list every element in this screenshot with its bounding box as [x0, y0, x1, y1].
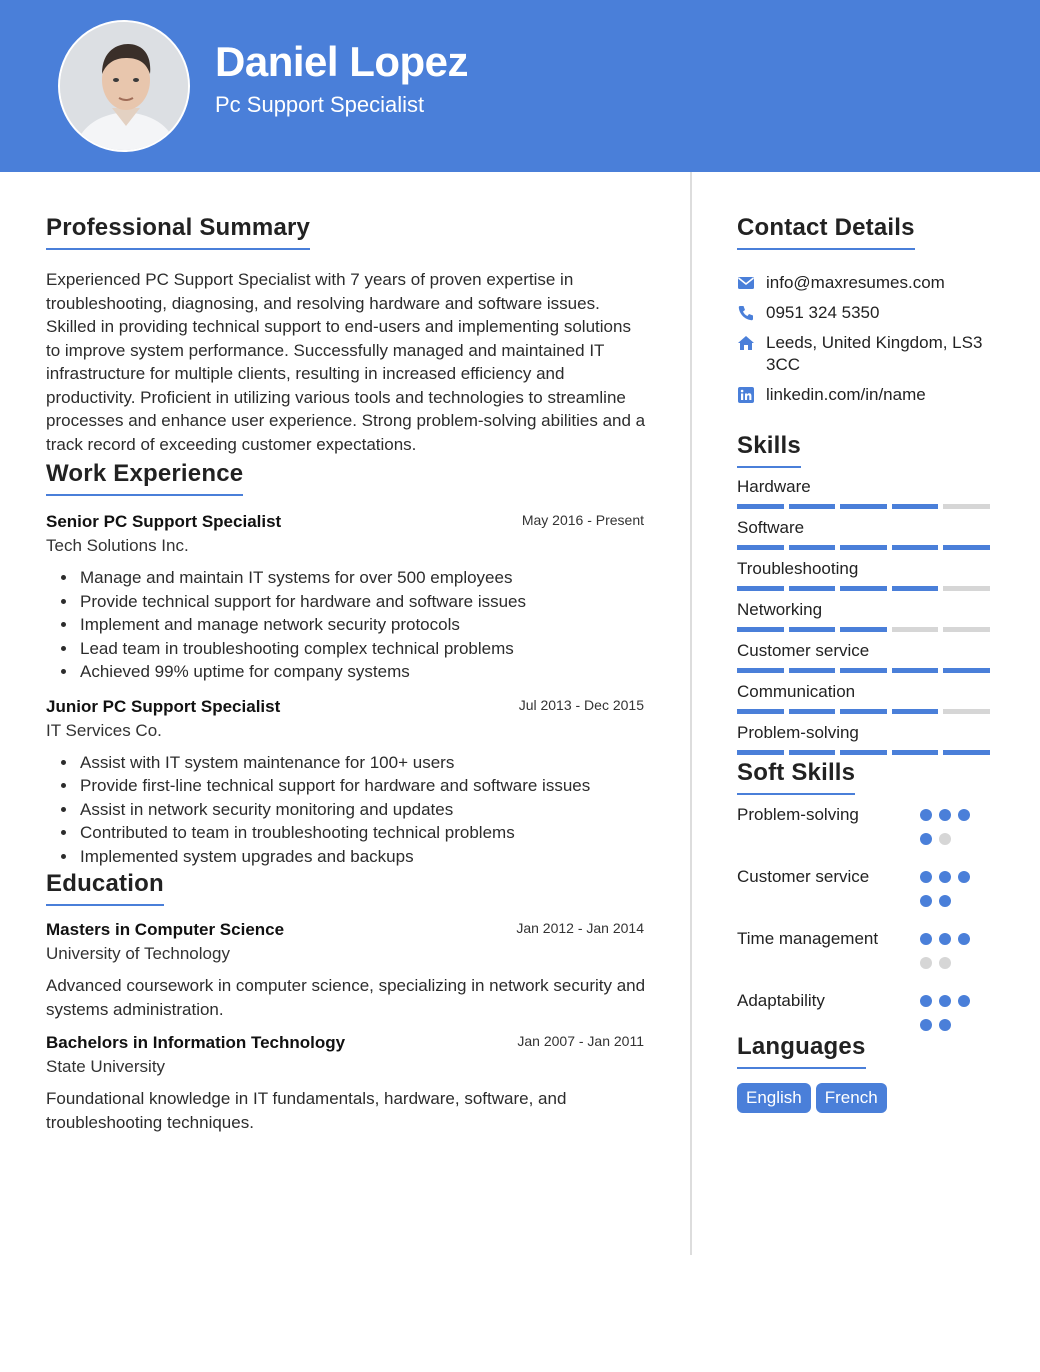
skill-level-segment	[943, 586, 990, 591]
contact-email[interactable]	[737, 272, 995, 294]
contact-phone[interactable]	[737, 302, 995, 324]
skill-level-bar	[737, 586, 995, 591]
skill-name: Customer service	[737, 641, 870, 660]
rating-dot	[920, 809, 932, 821]
job-title: Senior PC Support Specialist	[46, 512, 282, 531]
skill-level-bar	[737, 504, 995, 509]
education-entry	[46, 920, 646, 1021]
skill-level-segment	[892, 504, 939, 509]
soft-skill-rating	[920, 927, 995, 981]
soft-skill-item	[737, 927, 995, 981]
rating-dot	[920, 895, 932, 907]
job-bullet: • Lead team in troubleshooting complex technical problems	[78, 637, 646, 661]
skill-name: Software	[737, 518, 805, 537]
job-bullet: • Manage and maintain IT systems for over 500 employees	[78, 566, 646, 590]
job-bullet: • Implemented system upgrades and backups	[78, 845, 646, 869]
rating-dot	[920, 933, 932, 945]
rating-dot	[939, 995, 951, 1007]
skill-item	[737, 681, 995, 714]
rating-dot	[939, 809, 951, 821]
rating-dot	[920, 871, 932, 883]
skill-level-segment	[737, 504, 784, 509]
job-bullet: • Assist with IT system maintenance for 100+ users	[78, 751, 646, 775]
skill-name: Troubleshooting	[737, 559, 859, 578]
rating-dot	[939, 933, 951, 945]
skills-list	[737, 476, 995, 755]
skill-level-segment	[943, 627, 990, 632]
skills-section	[737, 432, 995, 755]
skill-level-segment	[789, 709, 836, 714]
phone-icon	[737, 304, 755, 322]
soft-skill-rating	[920, 803, 995, 857]
linkedin-icon	[737, 386, 755, 404]
rating-dot	[939, 833, 951, 845]
skill-level-segment	[840, 627, 887, 632]
skill-level-segment	[943, 504, 990, 509]
soft-skill-rating	[920, 865, 995, 919]
skill-name: Networking	[737, 600, 823, 619]
skill-item	[737, 517, 995, 550]
skill-level-segment	[840, 545, 887, 550]
rating-dot	[958, 933, 970, 945]
skill-item	[737, 476, 995, 509]
skill-level-segment	[943, 709, 990, 714]
language-tags	[737, 1083, 995, 1113]
soft-skill-name: Time management	[737, 929, 879, 948]
education-section	[46, 870, 646, 1134]
phone-text: 0951 324 5350	[766, 303, 880, 322]
contact-list	[737, 272, 995, 406]
skill-level-bar	[737, 750, 995, 755]
education-date: Jan 2012 - Jan 2014	[516, 920, 644, 936]
skill-item	[737, 722, 995, 755]
soft-skills-section	[737, 759, 995, 1043]
sidebar-column	[737, 214, 995, 1113]
skill-level-bar	[737, 545, 995, 550]
rating-dot	[939, 895, 951, 907]
soft-skills-list	[737, 803, 995, 1043]
skill-item	[737, 599, 995, 632]
skill-level-segment	[892, 545, 939, 550]
skill-level-segment	[737, 586, 784, 591]
skill-level-segment	[943, 668, 990, 673]
degree-title: Masters in Computer Science	[46, 920, 285, 939]
job-bullet: • Assist in network security monitoring and updates	[78, 798, 646, 822]
skill-level-segment	[892, 709, 939, 714]
contact-address	[737, 332, 995, 376]
contact-heading: Contact Details	[737, 214, 915, 250]
rating-dot	[920, 833, 932, 845]
skill-level-segment	[789, 586, 836, 591]
job-date: Jul 2013 - Dec 2015	[518, 696, 644, 713]
soft-skill-name: Customer service	[737, 867, 870, 886]
skill-level-segment	[840, 586, 887, 591]
skill-level-segment	[789, 545, 836, 550]
experience-heading: Work Experience	[46, 460, 243, 496]
avatar-photo	[60, 22, 190, 152]
languages-heading: Languages	[737, 1033, 866, 1069]
skill-level-segment	[737, 627, 784, 632]
skill-item	[737, 640, 995, 673]
rating-dot	[939, 1019, 951, 1031]
education-entry	[46, 1033, 646, 1134]
linkedin-text: linkedin.com/in/name	[766, 385, 926, 404]
skill-level-segment	[943, 750, 990, 755]
job-bullet: • Provide technical support for hardware and software issues	[78, 590, 646, 614]
skill-level-bar	[737, 709, 995, 714]
skill-level-segment	[840, 504, 887, 509]
candidate-role: Pc Support Specialist	[215, 92, 425, 117]
rating-dot	[958, 809, 970, 821]
envelope-icon	[737, 274, 755, 292]
skill-level-segment	[943, 545, 990, 550]
skill-level-segment	[789, 668, 836, 673]
experience-section	[46, 460, 646, 868]
education-heading: Education	[46, 870, 164, 906]
job-company: Tech Solutions Inc.	[46, 536, 189, 555]
summary-text: Experienced PC Support Specialist with 7 years of proven expertise in troubleshooting, diagnosing, and resolving hardware and software issues. Skilled in providing technical support to end-users and implementing solutions to improve system performance. Successfully managed and maintained IT infrastructure for multiple clients, resulting in increased efficiency and productivity. Proficient in utilizing various tools and technologies to streamline processes and enhance user experience. Strong problem-solving abilities and a track record of exceeding customer expectations.	[46, 270, 646, 454]
skill-name: Problem-solving	[737, 723, 859, 742]
job-company: IT Services Co.	[46, 720, 162, 740]
skill-level-segment	[737, 750, 784, 755]
soft-skill-item	[737, 865, 995, 919]
job-bullet: • Contributed to team in troubleshooting technical problems	[78, 821, 646, 845]
skill-level-segment	[892, 586, 939, 591]
education-description: Foundational knowledge in IT fundamentals, hardware, software, and troubleshooting techniques.	[46, 1089, 567, 1132]
skill-level-segment	[840, 709, 887, 714]
skill-level-segment	[737, 668, 784, 673]
job-date: May 2016 - Present	[521, 512, 644, 528]
contact-section	[737, 214, 995, 406]
soft-skill-rating	[920, 989, 995, 1043]
address-text: Leeds, United Kingdom, LS3 3CC	[766, 333, 983, 374]
skill-level-segment	[892, 750, 939, 755]
candidate-name: Daniel Lopez	[215, 38, 469, 85]
soft-skill-item	[737, 803, 995, 857]
summary-section	[46, 214, 646, 456]
rating-dot	[920, 1019, 932, 1031]
summary-heading: Professional Summary	[46, 214, 310, 250]
language-tag: English	[737, 1083, 811, 1113]
skill-level-segment	[892, 668, 939, 673]
skill-level-segment	[840, 668, 887, 673]
avatar	[58, 20, 190, 152]
skill-level-segment	[789, 504, 836, 509]
skill-level-bar	[737, 627, 995, 632]
job-entry	[46, 697, 646, 869]
rating-dot	[939, 957, 951, 969]
skill-level-bar	[737, 668, 995, 673]
skill-item	[737, 558, 995, 591]
language-tag: French	[816, 1083, 887, 1113]
job-bullet: • Provide first-line technical support for hardware and software issues	[78, 774, 646, 798]
soft-skill-name: Problem-solving	[737, 805, 859, 824]
skill-name: Hardware	[737, 477, 811, 496]
skills-heading: Skills	[737, 432, 801, 468]
rating-dot	[920, 957, 932, 969]
education-description: Advanced coursework in computer science, specializing in network security and systems administration.	[46, 976, 646, 1019]
email-text: info@maxresumes.com	[766, 273, 945, 292]
skill-level-segment	[737, 709, 784, 714]
skill-level-segment	[892, 627, 939, 632]
school-name: University of Technology	[46, 944, 230, 963]
rating-dot	[939, 871, 951, 883]
soft-skills-heading: Soft Skills	[737, 759, 855, 795]
home-icon	[737, 334, 755, 352]
skill-name: Communication	[737, 682, 856, 701]
rating-dot	[958, 995, 970, 1007]
header-banner	[0, 0, 1040, 172]
degree-title: Bachelors in Information Technology	[46, 1033, 346, 1052]
rating-dot	[920, 995, 932, 1007]
contact-linkedin[interactable]	[737, 384, 995, 406]
skill-level-segment	[789, 750, 836, 755]
skill-level-segment	[737, 545, 784, 550]
education-date: Jan 2007 - Jan 2011	[517, 1033, 644, 1049]
job-bullet: • Achieved 99% uptime for company systems	[78, 660, 646, 684]
job-title: Junior PC Support Specialist	[46, 696, 281, 716]
soft-skill-name: Adaptability	[737, 991, 825, 1010]
job-bullets	[46, 751, 646, 869]
main-column	[46, 214, 646, 1134]
job-bullets	[46, 566, 646, 684]
job-bullet: • Implement and manage network security protocols	[78, 613, 646, 637]
skill-level-segment	[840, 750, 887, 755]
job-entry	[46, 512, 646, 684]
skill-level-segment	[789, 627, 836, 632]
rating-dot	[958, 871, 970, 883]
school-name: State University	[46, 1057, 166, 1076]
column-divider	[690, 172, 692, 1255]
languages-section	[737, 1033, 995, 1113]
